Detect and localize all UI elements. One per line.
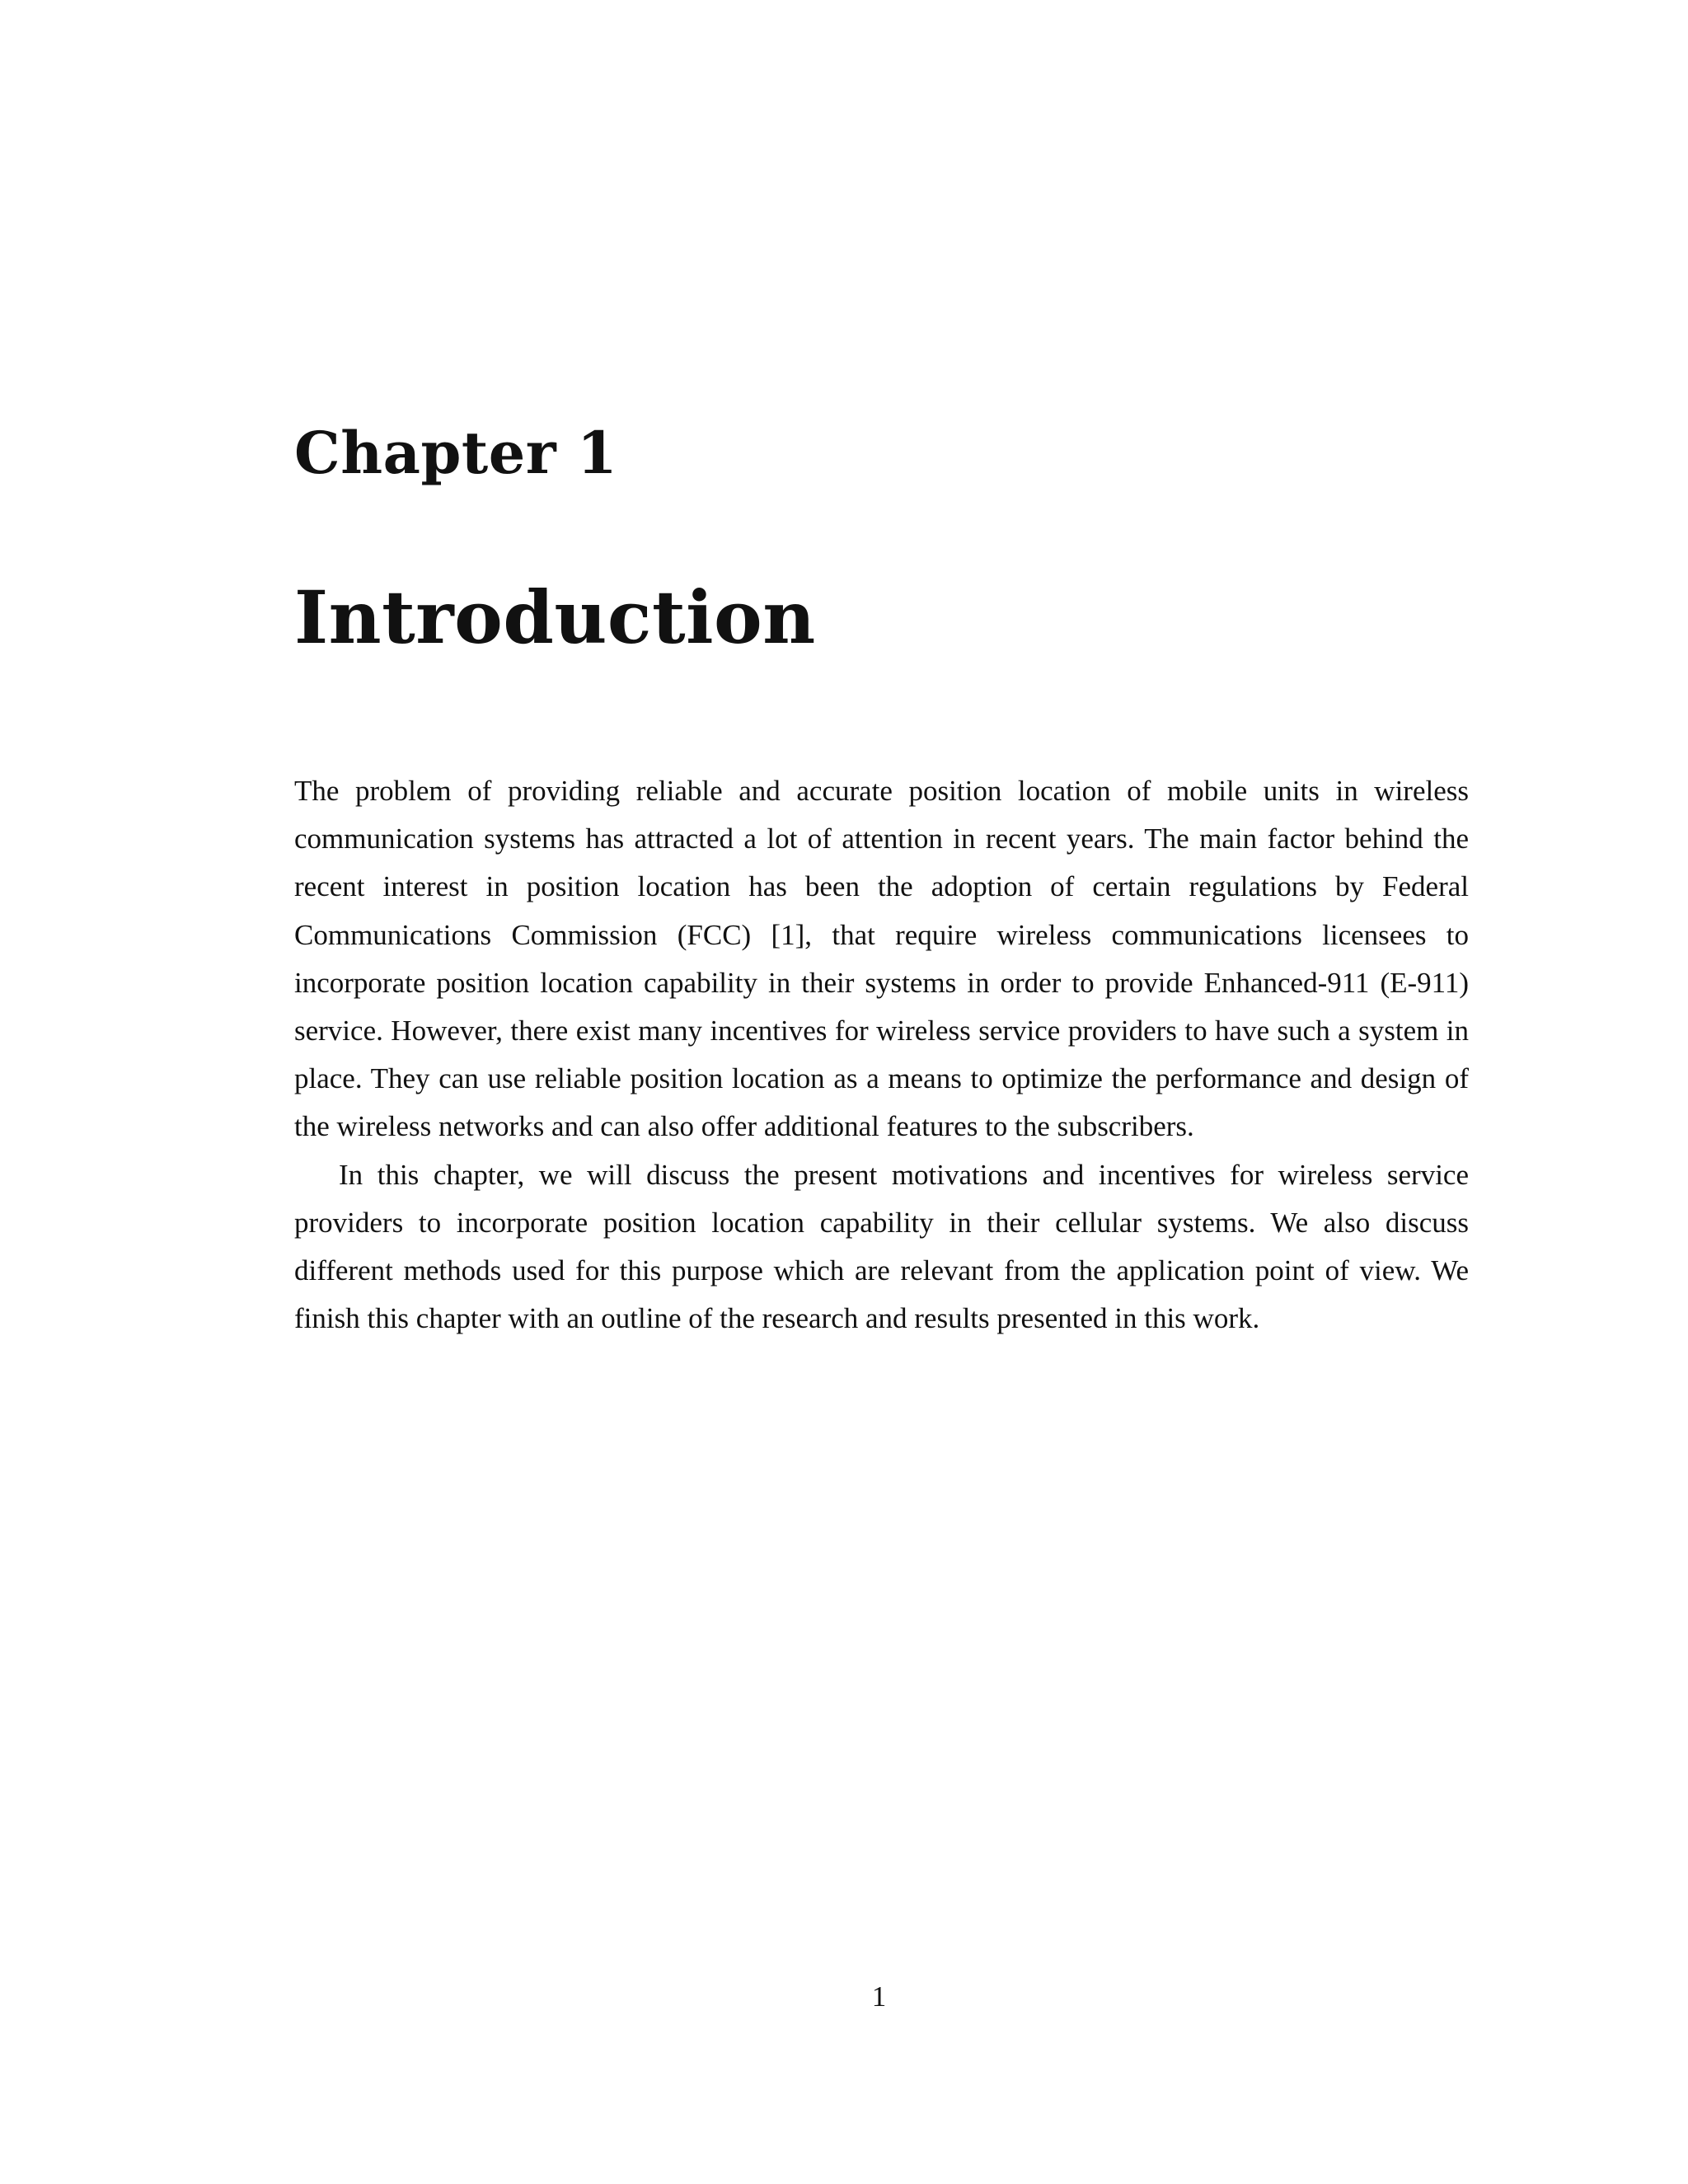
paragraph-1: The problem of providing reliable and accurate position location of mobile units in wireless communication systems has attracted a lot of attention in recent years. The main factor behind the recent interest in position location has been the adoption of certain regulations by Federal Communications Commission (FCC) [1], that require wireless communications licensees to incorporate position location capability in their systems in order to provide Enhanced-911 (E-911) service. However, there exist many incentives for wireless service providers to have such a system in place. They can use reliable position location as a means to optimize the performance and design of the wireless networks and can also offer additional features to the subscribers.	[294, 775, 1469, 1143]
body-text	[294, 767, 1469, 1343]
chapter-label: Chapter 1	[294, 419, 618, 487]
chapter-title: Introduction	[294, 574, 816, 660]
page-number: 1	[871, 1980, 887, 2013]
paragraph-2: In this chapter, we will discuss the present motivations and incentives for wireless service providers to incorporate position location capability in their cellular systems. We also discuss different methods used for this purpose which are relevant from the application point of view. We finish this chapter with an outline of the research and results presented in this work.	[294, 1158, 1469, 1335]
